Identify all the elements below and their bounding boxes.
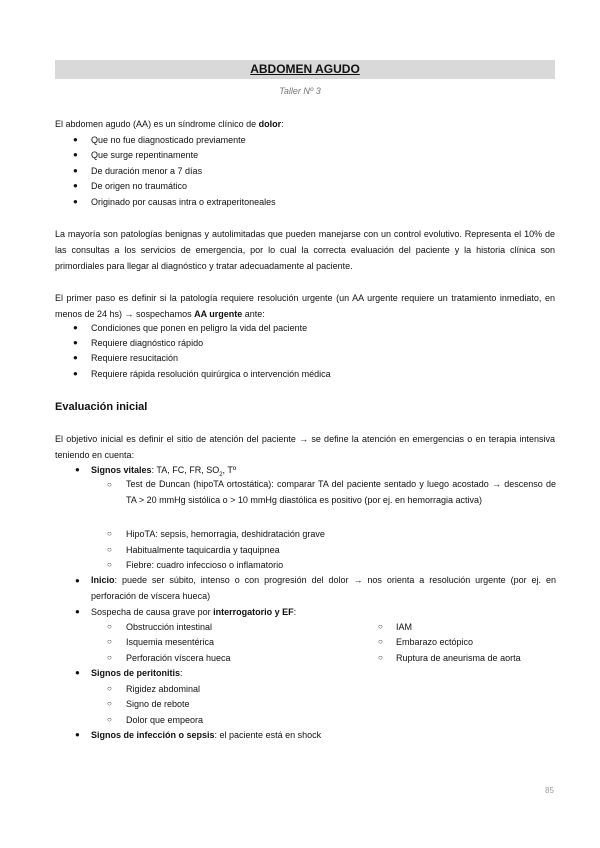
section-heading: Evaluación inicial — [55, 401, 148, 413]
page-subtitle: Taller Nº 3 — [279, 86, 321, 96]
peritonitis-colon: : — [180, 668, 183, 678]
list-item: Que surge repentinamente — [91, 150, 199, 160]
intro-sentence — [55, 118, 284, 130]
list-item: Fiebre: cuadro infeccioso o inflamatorio — [126, 560, 284, 570]
list-item: Test de Duncan (hipoTA ortostática): comparar TA del paciente sentado y luego acostado → descenso de TA > 20 mmHg sistólica o > 10 mmHg diastólica es positivo (por ej. en hemorragia activa) — [126, 479, 556, 506]
circle-bullet: ○ — [107, 622, 112, 631]
bullet-dot: ● — [75, 730, 80, 739]
section-intro: El objetivo inicial es definir el sitio de atención del paciente → se define la atención en emergencias o en terapia intensiva teniendo en cuenta: — [55, 434, 555, 461]
circle-bullet: ○ — [107, 699, 112, 708]
list-item: Dolor que empeora — [126, 715, 204, 725]
list-item: Requiere resucitación — [91, 353, 179, 363]
first-step-text: El primer paso es definir si la patología requiere resolución urgente (un AA urgente requiere un tratamiento inmediato, en menos de 24 hs) → sospechamos — [55, 293, 555, 320]
first-step-tail: ante: — [242, 309, 265, 320]
intro-text: El abdomen agudo (AA) es un síndrome clínico de — [55, 119, 259, 129]
sepsis-label: Signos de infección o sepsis — [91, 730, 215, 740]
first-step-bold: AA urgente — [194, 309, 243, 320]
list-item: Obstrucción intestinal — [126, 622, 213, 632]
list-item: Que no fue diagnosticado previamente — [91, 135, 246, 145]
list-item: Embarazo ectópico — [396, 637, 474, 647]
bullet-dot: ● — [75, 607, 80, 616]
circle-bullet: ○ — [107, 715, 112, 724]
circle-bullet: ○ — [378, 622, 383, 631]
list-item: HipoTA: sepsis, hemorragia, deshidratación grave — [126, 529, 325, 539]
list-item: De duración menor a 7 días — [91, 166, 203, 176]
list-item: Habitualmente taquicardia y taquipnea — [126, 545, 280, 555]
bullet-dot: ● — [73, 166, 78, 175]
vitals-tail: , Tº — [222, 465, 237, 475]
circle-bullet: ○ — [107, 545, 112, 554]
inicio-line — [91, 572, 556, 604]
circle-bullet: ○ — [107, 653, 112, 662]
bullet-dot: ● — [75, 668, 80, 677]
circle-bullet: ○ — [107, 560, 112, 569]
list-item: Signo de rebote — [126, 699, 190, 709]
bullet-dot: ● — [73, 197, 78, 206]
paragraph-first-step — [55, 290, 555, 322]
vitals-text: : TA, FC, FR, SO — [151, 465, 220, 475]
list-item: IAM — [396, 622, 413, 632]
vitals-subscript: 2 — [219, 471, 223, 478]
list-item: Requiere rápida resolución quirúrgica o intervención médica — [91, 369, 331, 379]
bullet-dot: ● — [73, 353, 78, 362]
bullet-dot: ● — [73, 135, 78, 144]
sospecha-line — [91, 606, 296, 618]
page-title: ABDOMEN AGUDO — [250, 62, 360, 76]
circle-bullet: ○ — [378, 637, 383, 646]
bullet-dot: ● — [73, 369, 78, 378]
page-number: 85 — [545, 786, 554, 795]
list-item: Rigidez abdominal — [126, 684, 201, 694]
intro-colon: : — [281, 119, 284, 129]
list-item: Perforación víscera hueca — [126, 653, 231, 663]
circle-bullet: ○ — [107, 637, 112, 646]
circle-bullet: ○ — [107, 684, 112, 693]
bullet-dot: ● — [73, 338, 78, 347]
sepsis-line — [91, 729, 321, 741]
sospecha-text: Sospecha de causa grave por — [91, 607, 214, 617]
paragraph-prevalence: La mayoría son patologías benignas y autolimitadas que pueden manejarse con un control evolutivo. Representa el 10% de las consultas a los servicios de emergencia, por lo cual la correcta evaluación del paciente y la historia clínica son primordiales para llegar al diagnóstico y tratar adecuadamente al paciente. — [55, 229, 555, 272]
circle-bullet: ○ — [378, 653, 383, 662]
bullet-dot: ● — [73, 150, 78, 159]
peritonitis-label: Signos de peritonitis — [91, 668, 181, 678]
sospecha-colon: : — [293, 607, 297, 617]
intro-bold: dolor — [258, 119, 282, 129]
sepsis-text: : el paciente está en shock — [214, 730, 322, 740]
list-item: Condiciones que ponen en peligro la vida del paciente — [91, 323, 308, 333]
page-title-bar — [55, 60, 555, 79]
bullet-dot: ● — [75, 465, 80, 474]
inicio-text: : puede ser súbito, intenso o con progresión del dolor → nos orienta a resolución urgente (por ej. en perforación de víscera hueca) — [91, 575, 556, 602]
bullet-dot: ● — [73, 323, 78, 332]
list-item: De origen no traumático — [91, 181, 188, 191]
list-item: Ruptura de aneurisma de aorta — [396, 653, 521, 663]
circle-bullet: ○ — [107, 529, 112, 538]
bullet-dot: ● — [73, 181, 78, 190]
list-item: Requiere diagnóstico rápido — [91, 338, 204, 348]
peritonitis-line — [91, 667, 183, 679]
sospecha-bold: interrogatorio y EF — [213, 607, 294, 617]
bullet-dot: ● — [75, 576, 80, 585]
circle-bullet: ○ — [107, 480, 112, 489]
inicio-label: Inicio — [91, 575, 115, 585]
list-item: Originado por causas intra o extraperitoneales — [91, 197, 276, 207]
vitals-label: Signos vitales — [91, 465, 152, 475]
list-item: Isquemia mesentérica — [126, 637, 215, 647]
